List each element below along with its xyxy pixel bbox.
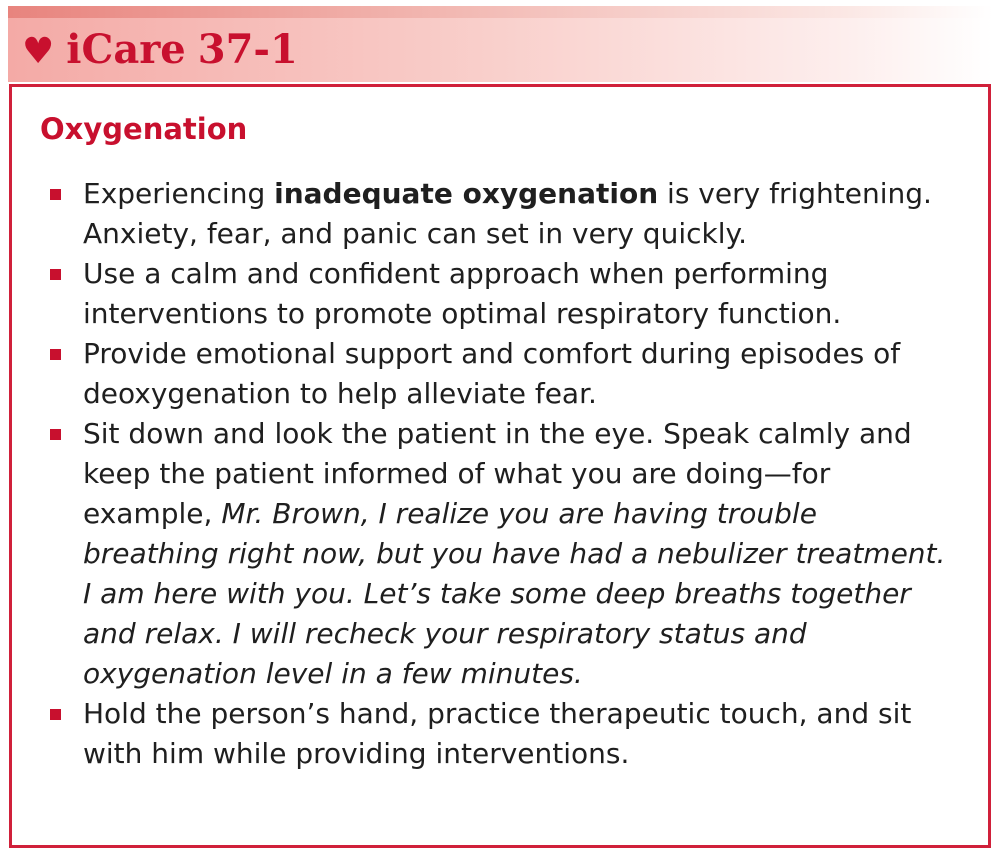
bullet-text [83,417,945,690]
list-item [50,334,955,414]
header-top-bar [8,6,993,18]
bullet-text-rest: is very frightening. Anxiety, fear, and panic can set in very quickly. [83,177,932,250]
bullet-text: Provide emotional support and comfort during episodes of deoxygenation to help alleviate fear. [83,337,901,410]
bullet-text-lead: Experiencing [83,177,275,210]
bullet-text [83,177,932,250]
bullet-list [50,174,955,774]
bullet-square-icon [50,429,61,440]
list-item [50,254,955,334]
list-item [50,174,955,254]
bullet-example-quote: Mr. Brown, I realize you are having trouble breathing right now, but you have had a nebulizer treatment. I am here with you. Let’s take some deep breaths together and relax. I will recheck your respiratory status and oxygenation level in a few minutes. [83,497,946,690]
list-item [50,414,955,694]
feature-header [22,26,298,73]
heart-icon: ♥ [22,30,55,72]
bullet-text: Hold the person’s hand, practice therapeutic touch, and sit with him while providing interventions. [83,697,912,770]
bullet-square-icon [50,269,61,280]
bullet-square-icon [50,709,61,720]
feature-number: 37-1 [197,26,298,73]
bullet-square-icon [50,189,61,200]
bullet-text: Use a calm and confident approach when performing interventions to promote optimal respiratory function. [83,257,842,330]
bullet-text-lead: Sit down and look the patient in the eye. Speak calmly and keep the patient informed of what you are doing—for example, [83,417,912,530]
section-title: Oxygenation [40,112,248,146]
feature-brand: iCare [66,26,186,73]
list-item [50,694,955,774]
bullet-square-icon [50,349,61,360]
bullet-emphasis: inadequate oxygenation [274,177,659,210]
